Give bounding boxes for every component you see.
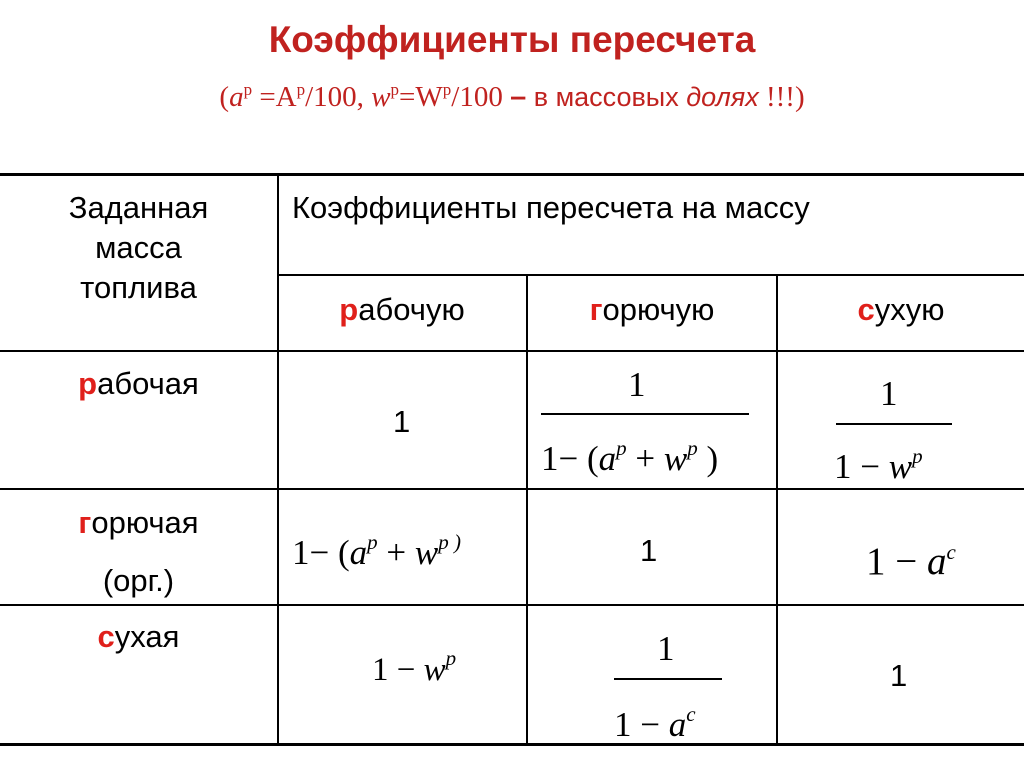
header-given-mass-line2: масса <box>95 230 182 265</box>
column-header-working <box>278 290 526 330</box>
cell-combustible-combustible: 1 <box>640 533 658 568</box>
cell-working-dry-denominator <box>834 436 923 487</box>
row-header-dry <box>0 617 277 657</box>
formula-part: + <box>377 533 415 572</box>
formula-part: 1− ( <box>292 533 350 572</box>
formula-part: 1 − <box>614 705 669 744</box>
cell-dry-dry: 1 <box>890 658 908 693</box>
cell-working-combustible-fraction-bar <box>541 413 749 415</box>
formula-part: c <box>686 702 696 726</box>
cell-dry-combustible-fraction-bar <box>614 678 722 680</box>
cell-combustible-dry <box>866 532 956 582</box>
row-header-working-rest: абочая <box>97 366 199 401</box>
formula-part: c <box>946 540 956 564</box>
table-row1-bottom-border <box>0 488 1024 490</box>
formula-part: ) <box>697 439 719 478</box>
formula-part: 1 − <box>372 652 424 688</box>
subtitle-w: w <box>371 81 391 113</box>
header-given-mass-line1: Заданная <box>68 190 209 225</box>
formula-part: w <box>888 447 913 486</box>
subtitle-eq1: =A <box>252 81 297 113</box>
column-header-working-first: р <box>339 292 359 327</box>
subtitle-a: a <box>229 81 244 113</box>
formula-part: p <box>912 444 923 468</box>
table-row2-bottom-border <box>0 604 1024 606</box>
formula-part: + <box>626 439 664 478</box>
cell-dry-combustible-numerator: 1 <box>657 629 675 668</box>
row-header-combustible-rest: орючая <box>91 505 199 540</box>
formula-part: a <box>927 540 947 583</box>
cell-combustible-working <box>292 522 461 573</box>
formula-part: 1− ( <box>541 439 599 478</box>
table-col3-border <box>776 275 778 745</box>
cell-dry-combustible-denominator <box>614 694 696 745</box>
formula-part: w <box>423 652 446 688</box>
cell-working-combustible-numerator: 1 <box>628 365 646 404</box>
formula-part: w <box>414 533 439 572</box>
formula-part: 1 − <box>866 540 927 583</box>
formula-part: a <box>668 705 687 744</box>
subtitle-a-sup: p <box>243 80 253 99</box>
row-header-working <box>0 364 277 404</box>
table-bottom-border <box>0 743 1024 746</box>
table-col1-border <box>277 173 279 745</box>
column-header-working-rest: абочую <box>358 292 465 327</box>
column-header-dry-first: с <box>857 292 875 327</box>
header-given-mass <box>0 188 277 308</box>
table-subheader-border <box>278 274 1024 276</box>
subtitle-text-italic: долях <box>686 82 759 112</box>
subtitle-A-sup: p <box>296 80 306 99</box>
row-header-dry-rest: ухая <box>114 619 180 654</box>
cell-working-combustible-denominator <box>541 428 718 479</box>
header-coefficients: Коэффициенты пересчета на массу <box>292 190 810 225</box>
formula-part: p <box>687 436 698 460</box>
column-header-combustible <box>528 290 776 330</box>
subtitle-w-sup: p <box>390 80 400 99</box>
column-header-dry <box>778 290 1024 330</box>
cell-working-dry-numerator: 1 <box>880 374 898 413</box>
row-header-dry-first: с <box>97 619 115 654</box>
slide-title: Коэффициенты пересчета <box>268 19 756 60</box>
cell-working-dry-fraction-bar <box>836 423 952 425</box>
row-header-combustible <box>0 503 277 601</box>
column-header-combustible-rest: орючую <box>602 292 715 327</box>
cell-working-working: 1 <box>393 404 411 439</box>
cell-dry-working <box>372 638 456 690</box>
row-header-combustible-extra: (орг.) <box>102 563 175 598</box>
formula-part: w <box>663 439 688 478</box>
row-header-working-first: р <box>78 366 98 401</box>
table-header-bottom-border <box>0 350 1024 352</box>
formula-part: p <box>445 646 457 670</box>
formula-part: p <box>367 530 378 554</box>
subtitle-text: в массовых <box>526 82 687 112</box>
subtitle-div2: /100 <box>451 81 511 113</box>
subtitle-dash: – <box>510 81 527 113</box>
slide-subtitle <box>0 70 1024 117</box>
formula-part: p ) <box>438 530 462 554</box>
column-header-dry-rest: ухую <box>874 292 945 327</box>
column-header-combustible-first: г <box>589 292 603 327</box>
formula-part: a <box>598 439 617 478</box>
formula-part: a <box>349 533 368 572</box>
subtitle-div1: /100, <box>305 81 372 113</box>
header-given-mass-line3: топлива <box>80 270 197 305</box>
row-header-combustible-first: г <box>78 505 92 540</box>
subtitle-eq2: =W <box>399 81 443 113</box>
subtitle-W-sup: p <box>442 80 452 99</box>
subtitle-open-paren: ( <box>219 81 230 113</box>
subtitle-close: !!!) <box>758 81 805 113</box>
table-top-border <box>0 173 1024 176</box>
formula-part: 1 − <box>834 447 889 486</box>
formula-part: p <box>616 436 627 460</box>
table-col2-border <box>526 275 528 745</box>
